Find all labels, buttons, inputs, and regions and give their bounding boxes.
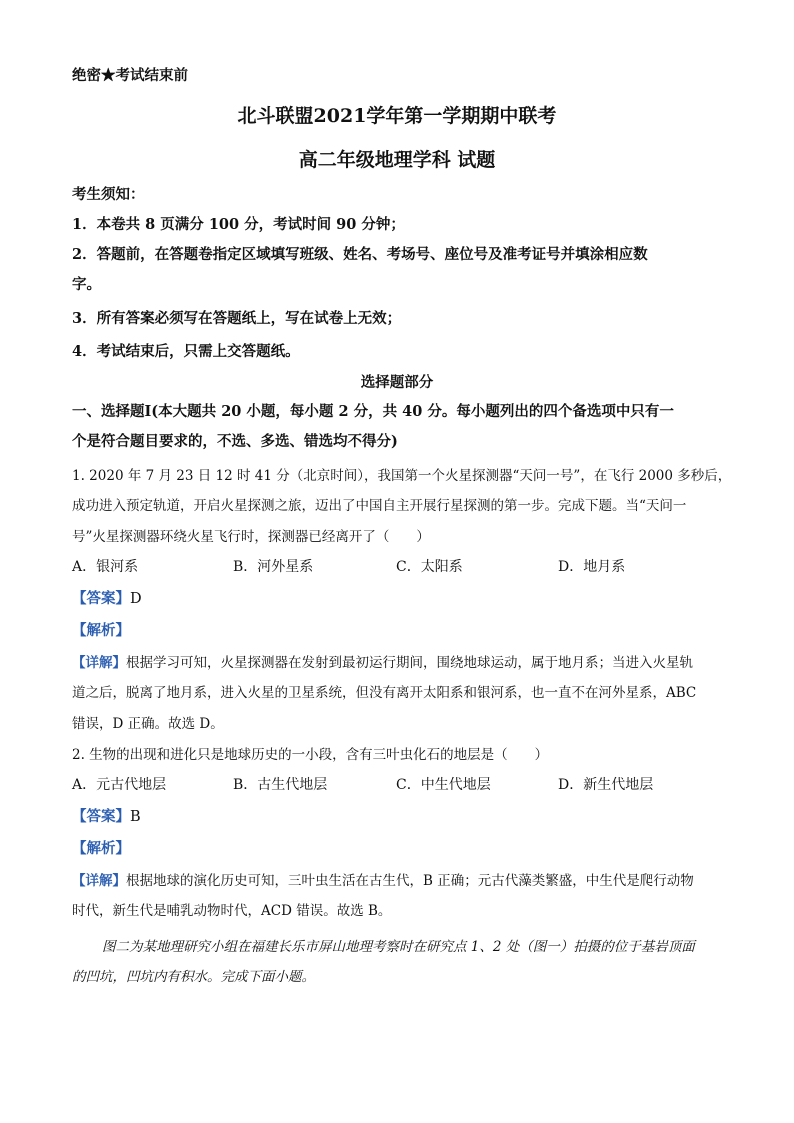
q1-stem-line2: 成功进入预定轨道，开启火星探测之旅，迈出了中国自主开展行星探测的第一步。完成下题。当“天问一 [72,498,687,514]
q2-option-d: D．新生代地层 [558,777,654,793]
answer-tag: 【答案】 [72,808,130,825]
detail-tag: 【详解】 [72,873,126,889]
q3-intro-line1: 图二为某地理研究小组在福建长乐市屏山地理考察时在研究点 1、2 处（图一）拍摄的位于基岩顶面 [102,939,695,955]
q1-stem-line3: 号”火星探测器环绕火星飞行时，探测器已经离开了（ ） [72,529,430,545]
section-instructions-cont: 个是符合题目要求的，不选、多选、错选均不得分) [72,433,398,450]
section-title: 选择题部分 [360,374,434,391]
detail-tag: 【详解】 [72,655,126,671]
q2-option-b: B．古生代地层 [233,777,328,793]
q1-answer [72,587,142,608]
q2-answer [72,805,141,826]
q2-stem: 2. 生物的出现和进化只是地球历史的一小段，含有三叶虫化石的地层是（ ） [72,747,549,763]
q2-detail-line2: 时代，新生代是哺乳动物时代，ACD 错误。故选 B。 [72,903,392,919]
answer-value: B [130,809,141,825]
q1-stem-line1: 1. 2020 年 7 月 23 日 12 时 41 分（北京时间），我国第一个火星探测器“天问一号”，在飞行 2000 多秒后， [72,468,732,484]
answer-value: D [130,591,142,607]
q1-analysis [72,619,130,640]
notice-item-3: 3．所有答案必须写在答题纸上，写在试卷上无效； [72,310,402,327]
notice-item-4: 4．考试结束后，只需上交答题纸。 [72,343,300,360]
q1-detail-line2: 道之后，脱离了地月系，进入火星的卫星系统，但没有离开太阳系和银河系，也一直不在河外星系，ABC [72,685,697,701]
q1-option-a: A．银河系 [72,559,139,575]
confidential-label: 绝密★考试结束前 [72,67,188,84]
q1-detail-line3: 错误，D 正确。故选 D。 [72,716,224,732]
exam-title: 北斗联盟2021学年第一学期期中联考 [237,105,557,127]
q1-option-c: C．太阳系 [396,559,463,575]
detail-text: 根据地球的演化历史可知，三叶虫生活在古生代，B 正确；元古代藻类繁盛，中生代是爬行动物 [126,873,694,889]
notice-item-1: 1．本卷共 8 页满分 100 分，考试时间 90 分钟； [72,216,405,233]
q3-intro-line2: 的凹坑，凹坑内有积水。完成下面小题。 [72,969,315,985]
detail-text: 根据学习可知，火星探测器在发射到最初运行期间，围绕地球运动，属于地月系；当进入火星轨 [126,655,693,671]
q1-option-b: B．河外星系 [233,559,314,575]
q2-analysis [72,837,130,858]
analysis-tag: 【解析】 [72,840,130,857]
q1-detail-line1 [72,651,693,671]
notice-heading: 考生须知： [72,186,145,203]
section-instructions: 一、选择题Ⅰ(本大题共 20 小题，每小题 2 分，共 40 分。每小题列出的四个备选项中只有一 [72,403,674,420]
notice-item-2: 2．答题前，在答题卷指定区域填写班级、姓名、考场号、座位号及准考证号并填涂相应数 [72,246,648,263]
q2-detail-line1 [72,869,694,889]
answer-tag: 【答案】 [72,590,130,607]
notice-item-2-cont: 字。 [72,276,101,293]
q1-option-d: D．地月系 [558,559,626,575]
exam-subtitle: 高二年级地理学科 试题 [298,149,496,171]
q2-option-a: A．元古代地层 [72,777,167,793]
analysis-tag: 【解析】 [72,622,130,639]
q2-option-c: C．中生代地层 [396,777,491,793]
